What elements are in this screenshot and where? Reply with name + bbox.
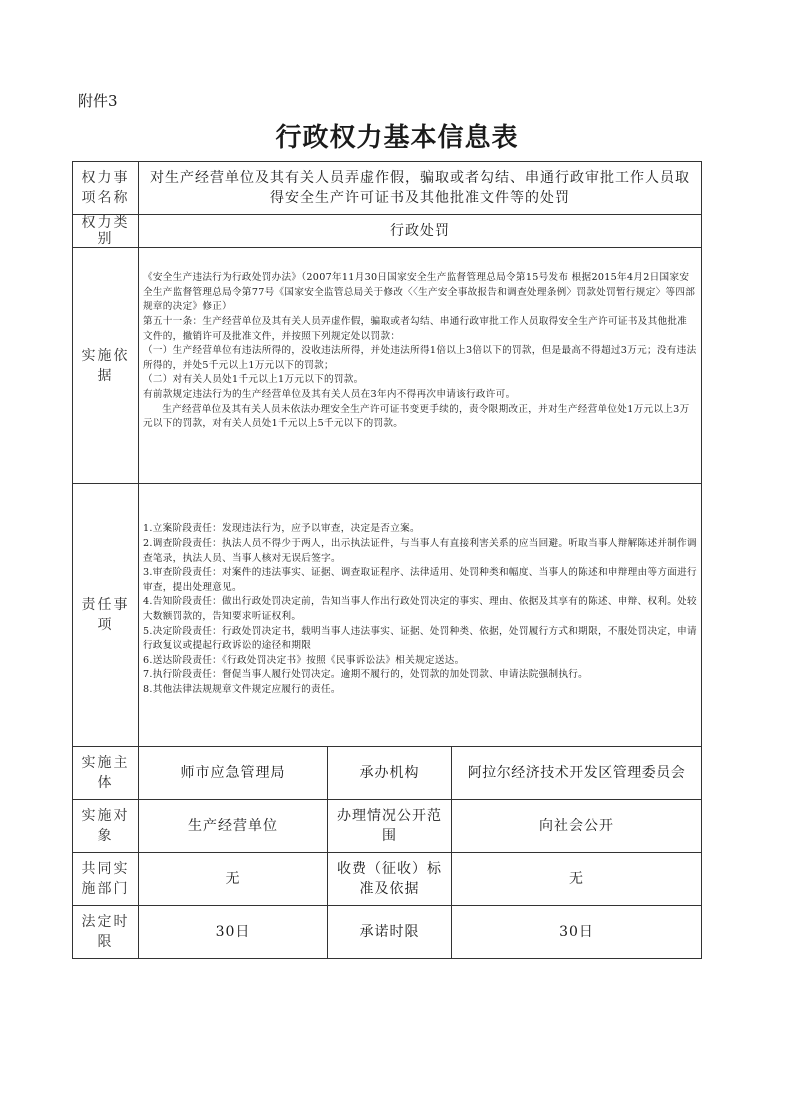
row-subject	[73, 747, 702, 800]
row-item-name	[73, 162, 702, 215]
responsibility-item: 1.立案阶段责任：发现违法行为，应予以审查，决定是否立案。	[143, 523, 420, 535]
value-responsibility	[139, 484, 702, 747]
responsibility-item: 3.审查阶段责任：对案件的违法事实、证据、调查取证程序、法律适用、处罚种类和幅度、当事人的陈述和申辩理由等方面进行审查，提出处理意见。	[143, 567, 697, 593]
label-legal-deadline: 法定时限	[73, 906, 139, 959]
label-subject: 实施主体	[73, 747, 139, 800]
label-category: 权力类别	[73, 215, 139, 248]
value-subject: 师市应急管理局	[139, 747, 328, 800]
row-category	[73, 215, 702, 248]
basis-paragraph: 《安全生产违法行为行政处罚办法》（2007年11月30日国家安全生产监督管理总局令第15号发布 根据2015年4月2日国家安全生产监督管理总局令第77号《国家安全监管总局关于修改〈〈生产安全事故报告和调查处理条例〉罚款处罚暂行规定〉等四部规章的决定》修正）	[143, 272, 696, 313]
responsibility-item: 8.其他法律法规规章文件规定应履行的责任。	[143, 683, 341, 695]
label-basis: 实施依据	[73, 248, 139, 484]
row-basis	[73, 248, 702, 484]
label-responsibility: 责任事项	[73, 484, 139, 747]
attachment-label: 附件3	[78, 92, 118, 110]
basis-paragraph: （二）对有关人员处1千元以上1万元以下的罚款。	[143, 374, 364, 386]
label-target: 实施对象	[73, 800, 139, 853]
label-joint: 共同实施部门	[73, 853, 139, 906]
value-disclosure-scope: 向社会公开	[452, 800, 702, 853]
value-category: 行政处罚	[139, 215, 702, 248]
label-promised-deadline: 承诺时限	[328, 906, 452, 959]
value-basis	[139, 248, 702, 484]
info-table	[72, 161, 702, 959]
basis-paragraph: 生产经营单位及其有关人员未依法办理安全生产许可证书变更手续的，责令限期改正，并对生产经营单位处1万元以上3万元以下的罚款，对有关人员处1千元以上5千元以下的罚款。	[143, 403, 690, 430]
responsibility-item: 7.执行阶段责任：督促当事人履行处罚决定。逾期不履行的，处罚款的加处罚款、申请法院强制执行。	[143, 669, 589, 681]
label-item-name: 权力事项名称	[73, 162, 139, 215]
label-disclosure-scope: 办理情况公开范围	[328, 800, 452, 853]
value-item-name: 对生产经营单位及其有关人员弄虚作假，骗取或者勾结、串通行政审批工作人员取得安全生产许可证书及其他批准文件等的处罚	[139, 162, 702, 215]
basis-paragraph: 第五十一条：生产经营单位及其有关人员弄虚作假，骗取或者勾结、串通行政审批工作人员取得安全生产许可证书及其他批准文件的，撤销许可及批准文件，并按照下列规定处以罚款：	[143, 316, 688, 342]
row-responsibility	[73, 484, 702, 747]
basis-paragraph: （一）生产经营单位有违法所得的，没收违法所得，并处违法所得1倍以上3倍以下的罚款，但是最高不得超过3万元；没有违法所得的，并处5千元以上1万元以下的罚款；	[143, 345, 697, 371]
row-deadline	[73, 906, 702, 959]
responsibility-item: 2.调查阶段责任：执法人员不得少于两人，出示执法证件，与当事人有直接利害关系的应当回避。听取当事人辩解陈述并制作调查笔录，执法人员、当事人核对无误后签字。	[143, 538, 697, 564]
responsibility-item: 5.决定阶段责任：行政处罚决定书，载明当事人违法事实、证据、处罚种类、依据，处罚履行方式和期限，不服处罚决定，申请行政复议或提起行政诉讼的途径和期限	[143, 625, 697, 652]
value-target: 生产经营单位	[139, 800, 328, 853]
label-handling-agency: 承办机构	[328, 747, 452, 800]
basis-paragraph: 有前款规定违法行为的生产经营单位及其有关人员在3年内不得再次申请该行政许可。	[143, 388, 516, 400]
responsibility-item: 6.送达阶段责任：《行政处罚决定书》按照《民事诉讼法》相关规定送达。	[143, 654, 465, 666]
label-fee-standard: 收费（征收）标准及依据	[328, 853, 452, 906]
row-target	[73, 800, 702, 853]
responsibility-item: 4.告知阶段责任：做出行政处罚决定前，告知当事人作出行政处罚决定的事实、理由、依据及其享有的陈述、申辩、权利。处较大数额罚款的，告知要求听证权利。	[143, 596, 697, 622]
value-handling-agency: 阿拉尔经济技术开发区管理委员会	[452, 747, 702, 800]
value-joint: 无	[139, 853, 328, 906]
value-promised-deadline: 30日	[452, 906, 702, 959]
row-joint	[73, 853, 702, 906]
value-fee-standard: 无	[452, 853, 702, 906]
page-title: 行政权力基本信息表	[275, 123, 519, 153]
value-legal-deadline: 30日	[139, 906, 328, 959]
